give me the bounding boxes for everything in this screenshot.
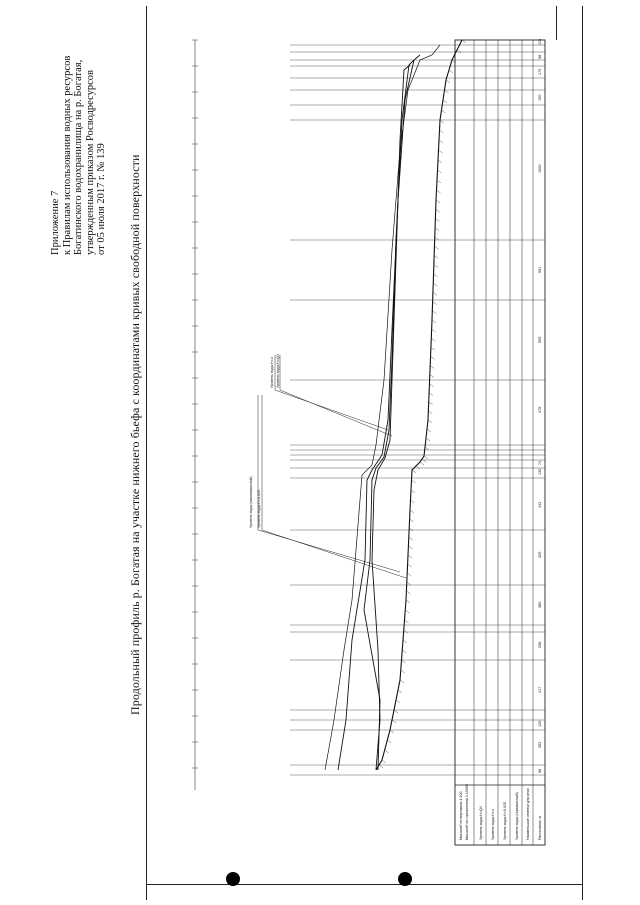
distance-label: 58 [538, 54, 542, 59]
hatch-mark [390, 730, 394, 733]
hatch-mark [437, 190, 441, 193]
hatch-mark [431, 338, 435, 341]
distance-label: 417 [538, 686, 542, 693]
hatch-mark [431, 347, 435, 350]
hatch-mark [412, 480, 416, 483]
distance-label: 380 [538, 601, 542, 608]
distance-label: 190 [538, 94, 542, 101]
hatch-mark [435, 237, 439, 240]
hatch-mark [428, 420, 432, 423]
hatch-mark [432, 329, 436, 332]
hatch-mark [439, 140, 443, 143]
hatch-mark [411, 500, 415, 503]
distance-label: 591 [538, 266, 542, 273]
row-label: Масштаб по вертикали 1:100 [459, 791, 463, 840]
hatch-mark [445, 90, 449, 93]
hatch-mark [412, 470, 416, 473]
hatch-mark [403, 640, 407, 643]
hatch-mark [428, 411, 432, 414]
hatch-mark [430, 375, 434, 378]
curve-label: Уровень воды (максимальный) [249, 476, 253, 528]
hatch-mark [406, 600, 410, 603]
hatch-mark [431, 356, 435, 359]
hatch-mark [411, 490, 415, 493]
water-level-0025-curve [338, 55, 420, 770]
row-label: Уровень воды Н=0,025 [503, 802, 507, 840]
hatch-mark [409, 537, 413, 540]
river-bed-hatching [379, 40, 466, 768]
hatch-mark [385, 750, 389, 753]
hatch-mark [446, 80, 450, 83]
hatch-mark [405, 610, 409, 613]
hatch-mark [408, 546, 412, 549]
hatch-mark [440, 130, 444, 133]
distance-label: 115 [538, 38, 542, 45]
distance-label: 74 [538, 460, 542, 465]
appendix-line: Богатинского водохранилища на р. Богатая, [73, 59, 85, 255]
hatch-mark [424, 456, 428, 459]
hatch-mark [407, 582, 411, 585]
hatch-mark [430, 365, 434, 368]
curve-label-leaders [258, 355, 406, 578]
hatch-mark [433, 283, 437, 286]
max-water-level-curve [325, 45, 440, 770]
hatch-mark [402, 660, 406, 663]
hatch-mark [435, 228, 439, 231]
table-row-labels [459, 784, 542, 840]
hatch-mark [410, 510, 414, 513]
hatch-mark [426, 438, 430, 441]
hatch-mark [438, 160, 442, 163]
hatch-mark [442, 110, 446, 113]
hatch-mark [410, 519, 414, 522]
cross-section-lines [290, 45, 455, 775]
curve-label: Уровень воды Н=Q4 [276, 354, 280, 388]
curve-label: Уровень воды Н=4 [270, 356, 274, 388]
hatch-mark [406, 591, 410, 594]
hatch-mark [379, 765, 383, 768]
hatch-mark [401, 670, 405, 673]
distance-label: 1000 [538, 164, 542, 173]
appendix-line: от 05 июля 2017 г. № 139 [96, 143, 108, 255]
hatch-mark [432, 320, 436, 323]
hatch-mark [405, 620, 409, 623]
hatch-mark [449, 70, 453, 73]
hatch-mark [435, 218, 439, 221]
hatch-mark [425, 447, 429, 450]
distance-label: 298 [538, 641, 542, 648]
vertical-scale [192, 40, 198, 790]
hatch-mark [387, 740, 391, 743]
hatch-mark [420, 462, 424, 465]
hatch-mark [433, 292, 437, 295]
hatch-mark [407, 573, 411, 576]
distance-label: 98 [538, 768, 542, 773]
row-label: Уровень воды Н=Q4 [479, 806, 483, 840]
row-label: Уровень воды (нормальный) [515, 792, 519, 840]
hatch-mark [429, 402, 433, 405]
document-title: Продольный профиль р. Богатая на участке нижнего бьефа с координатами кривых свободной поверхности [128, 154, 142, 715]
hatch-mark [432, 311, 436, 314]
hatch-mark [394, 710, 398, 713]
hatch-mark [408, 555, 412, 558]
distance-row [538, 39, 542, 773]
distance-label: 129 [538, 720, 542, 727]
distance-label: 179 [538, 68, 542, 75]
profile-curves [325, 40, 462, 770]
hatch-mark [434, 265, 438, 268]
hatch-mark [422, 459, 426, 462]
hatch-mark [409, 528, 413, 531]
hatch-mark [439, 150, 443, 153]
distance-label: 325 [538, 551, 542, 558]
row-label: Уровень воды Н=4 [491, 808, 495, 840]
water-level-q4-curve [372, 65, 410, 770]
hatch-mark [408, 564, 412, 567]
appendix-line: утвержденным приказом Росводресурсов [84, 70, 96, 255]
hatch-mark [434, 255, 438, 258]
hatch-mark [382, 760, 386, 763]
distance-label: 352 [538, 741, 542, 748]
distance-label: 475 [538, 406, 542, 413]
hatch-mark [402, 650, 406, 653]
appendix-line: к Правилам использования водных ресурсов [61, 55, 73, 255]
curve-labels [249, 354, 280, 528]
appendix-line: Приложение 7 [50, 190, 61, 255]
hatch-mark [400, 680, 404, 683]
distance-label: 442 [538, 501, 542, 508]
hatch-mark [398, 690, 402, 693]
hatch-mark [436, 209, 440, 212]
hatch-mark [440, 120, 444, 123]
water-level-4-curve [364, 60, 414, 770]
hatch-mark [436, 200, 440, 203]
hatch-mark [396, 700, 400, 703]
hatch-mark [416, 466, 420, 469]
hatch-mark [457, 50, 461, 53]
hatch-mark [434, 274, 438, 277]
hatch-mark [437, 180, 441, 183]
hatch-mark [429, 384, 433, 387]
hatch-mark [433, 302, 437, 305]
hatch-mark [443, 100, 447, 103]
hatch-mark [404, 630, 408, 633]
row-label: Расстояния, м [538, 816, 542, 840]
hatch-mark [427, 429, 431, 432]
data-table-grid [455, 40, 545, 845]
hatch-mark [434, 246, 438, 249]
hatch-mark [438, 170, 442, 173]
hatch-mark [429, 393, 433, 396]
curve-label: Уровень воды Н=0,025 [257, 490, 261, 528]
row-label: Наименьшие отметки дна реки [526, 788, 530, 840]
row-label: Масштаб по горизонтали 1:10000 [465, 784, 469, 840]
distance-label: 555 [538, 336, 542, 343]
hatch-mark [392, 720, 396, 723]
distance-label: 130 [538, 468, 542, 475]
